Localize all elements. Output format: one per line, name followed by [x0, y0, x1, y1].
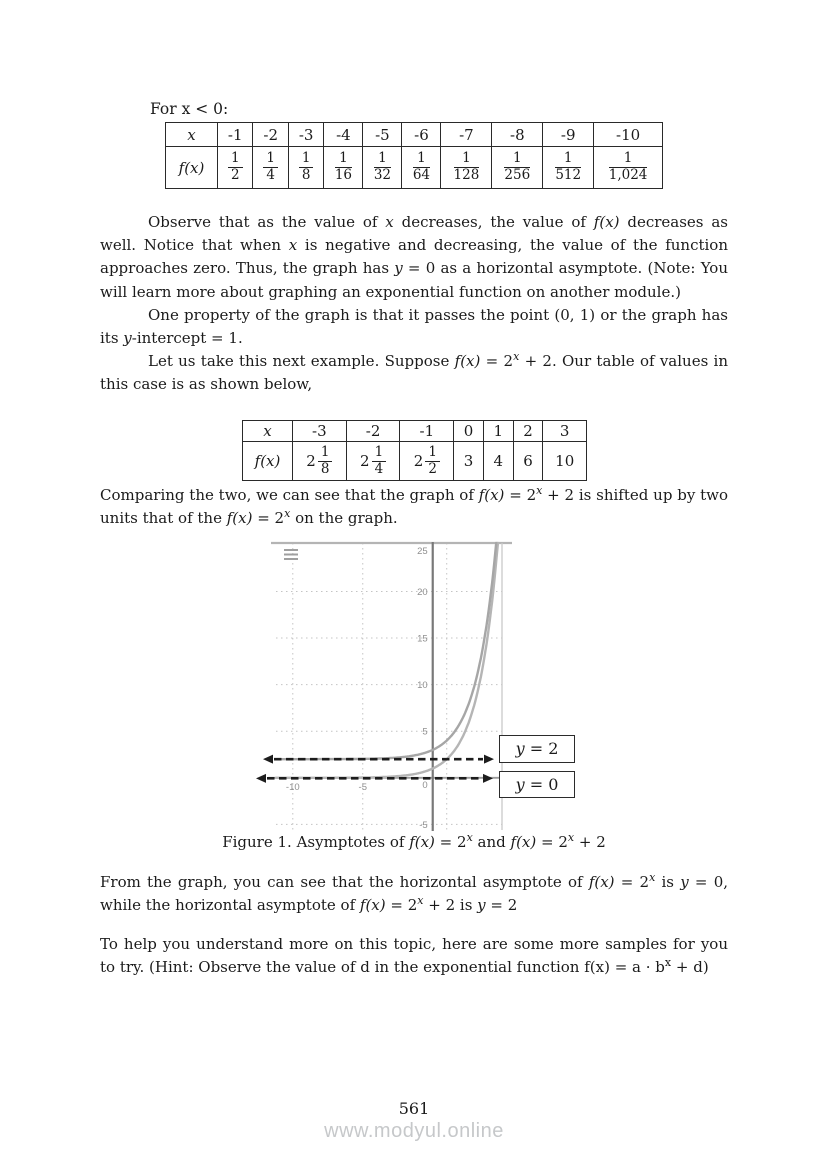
asymptote-arrow-y2-head — [263, 755, 273, 764]
text-run: f(x) — [409, 833, 435, 851]
text-run: x — [513, 350, 520, 364]
fraction: $\frac{1}{512}$ — [555, 150, 582, 183]
curve-1 — [276, 543, 496, 759]
text-run: From the graph, you can see that the horizontal asymptote of — [100, 873, 589, 891]
text-run: x — [466, 831, 473, 844]
fraction: 2 $\frac{1}{4}$ — [360, 445, 386, 477]
table-value-cell: 10 — [543, 442, 587, 481]
table-value-cell — [218, 147, 253, 189]
curve-0 — [276, 543, 498, 778]
fraction: $\frac{1}{64}$ — [412, 150, 431, 183]
table-header-cell: -1 — [218, 123, 253, 147]
text-run: y — [515, 739, 525, 758]
figure-caption — [100, 833, 728, 851]
text-run: y — [477, 896, 486, 915]
table-value-cell — [402, 147, 441, 189]
table-header-variable: x — [166, 123, 218, 147]
table-values-negative-x — [165, 122, 663, 189]
table-value-cell — [288, 147, 323, 189]
y-tick-label: 20 — [417, 586, 428, 598]
table-value-cell — [594, 147, 663, 189]
table-values-shifted — [242, 420, 587, 481]
table-value-cell — [324, 147, 363, 189]
watermark-text: www.modyul.online — [324, 1120, 504, 1142]
text-run: is — [655, 873, 681, 891]
text-run: To help you understand more on this topic, here are some more samples for you to try. (Hint: Observe the value of d in the exponential function f(x) = a · b — [100, 935, 728, 977]
table-value-cell — [492, 147, 543, 189]
table-row-label: f(x) — [166, 147, 218, 189]
text-run: x — [288, 236, 298, 255]
y-tick-label: 10 — [417, 680, 428, 692]
table-header-cell: 2 — [513, 421, 543, 442]
paragraph-hint — [100, 933, 728, 979]
text-run: = 2 — [614, 873, 650, 891]
table-row-label: f(x) — [243, 442, 293, 481]
text-run: f(x) — [588, 873, 615, 891]
menu-icon — [284, 549, 298, 551]
table-header-cell: 1 — [483, 421, 513, 442]
text-run: f(x) — [454, 352, 481, 371]
table-value-cell — [293, 442, 347, 481]
fraction: $\frac{1}{8}$ — [299, 151, 314, 183]
text-run: y — [515, 775, 525, 794]
text-run: + 2 is — [423, 896, 478, 915]
text-run: f(x) — [593, 213, 620, 231]
text-run: x — [567, 831, 575, 844]
section-heading: For x < 0: — [150, 100, 229, 118]
paragraph-block — [100, 211, 728, 397]
text-run: = 2 — [524, 739, 559, 758]
text-run: x — [664, 956, 672, 970]
fraction: $\frac{1}{1,024}$ — [608, 150, 648, 183]
text-run: Figure 1. Asymptotes of — [222, 833, 410, 851]
fraction: 2 $\frac{1}{2}$ — [414, 445, 440, 477]
text-run: f(x) — [510, 833, 537, 851]
text-run: = 2 — [504, 486, 537, 504]
text-run: + 2. Our table of values in this case is as shown below, — [100, 352, 729, 394]
text-run: x — [385, 213, 394, 231]
table-header-cell: -1 — [400, 421, 454, 442]
text-run: = 0 — [524, 775, 559, 794]
asymptote-label-y2 — [499, 735, 575, 763]
table-header-cell: -8 — [492, 123, 543, 147]
asymptote-arrow-y0-head — [256, 774, 266, 783]
text-run: decreases as well. Notice that when — [100, 213, 728, 255]
y-tick-label: 25 — [417, 545, 428, 557]
paragraph-from-graph — [100, 871, 728, 917]
table-value-cell — [543, 147, 594, 189]
y-tick-label: 0 — [422, 779, 428, 791]
paragraph-property — [100, 304, 728, 350]
figure-1-graph — [250, 537, 590, 837]
table-header-cell: -4 — [324, 123, 363, 147]
text-run: -intercept = 1. — [131, 329, 243, 348]
text-run: y — [394, 259, 403, 278]
fraction: $\frac{1}{4}$ — [263, 151, 278, 183]
text-run: and — [472, 833, 511, 851]
text-run: Let us take this next example. Suppose — [148, 352, 455, 371]
fraction: $\frac{1}{256}$ — [504, 150, 531, 183]
text-run: = 0 as a horizontal asymptote. (Note: You will learn more about graphing an exponential function on another module.) — [100, 259, 728, 301]
text-run: = 2 — [536, 833, 568, 851]
text-run: + d) — [671, 958, 709, 977]
table-value-cell — [253, 147, 288, 189]
table-value-cell: 6 — [513, 442, 543, 481]
text-run: on the graph. — [290, 509, 398, 528]
x-tick-label: -5 — [358, 781, 367, 793]
table-value-cell — [441, 147, 492, 189]
table-body — [166, 123, 663, 189]
text-run: y — [123, 329, 132, 348]
table-header-cell: -10 — [594, 123, 663, 147]
text-run: x — [284, 507, 291, 521]
table-header-cell: -3 — [288, 123, 323, 147]
fraction: 2 $\frac{1}{8}$ — [306, 445, 332, 477]
asymptote-label-y0 — [499, 771, 575, 798]
text-run: One property of the graph is that it passes the point (0, 1) or the graph has its — [100, 305, 728, 348]
table-header-cell: -6 — [402, 123, 441, 147]
text-run: = 2 — [485, 896, 518, 915]
table-header-variable: x — [243, 421, 293, 442]
text-run: x — [536, 484, 543, 497]
table-header-cell: -3 — [293, 421, 347, 442]
paragraph-observe — [100, 211, 728, 304]
text-run: = 2 — [480, 352, 514, 371]
menu-icon — [284, 558, 298, 560]
table-header-cell: 3 — [543, 421, 587, 442]
table-header-cell: -2 — [253, 123, 288, 147]
text-run: y — [680, 873, 689, 891]
text-run: x — [649, 871, 656, 884]
text-run: decreases, the value of — [393, 213, 594, 231]
fraction: $\frac{1}{32}$ — [373, 150, 392, 183]
y-tick-label: 15 — [417, 633, 428, 645]
table-value-cell — [363, 147, 402, 189]
table-header-cell: -9 — [543, 123, 594, 147]
text-run: = 2 — [385, 896, 418, 915]
fraction: $\frac{1}{128}$ — [453, 150, 480, 183]
text-run: + 2 — [574, 833, 606, 851]
paragraph-comparing — [100, 484, 728, 530]
paragraph-example — [100, 350, 728, 396]
text-run: x — [417, 894, 424, 908]
page-number: 561 — [398, 1099, 430, 1118]
text-run: + 2 is shifted up by two units that of the — [100, 486, 728, 528]
y-tick-label: -5 — [419, 819, 428, 831]
table-value-cell — [346, 442, 400, 481]
table-value-cell: 4 — [483, 442, 513, 481]
asymptote-arrow-y0-head — [483, 774, 493, 783]
menu-icon — [284, 554, 298, 556]
table-header-cell: -5 — [363, 123, 402, 147]
fraction: $\frac{1}{2}$ — [228, 151, 243, 183]
asymptote-arrow-y2-head — [484, 755, 494, 764]
table-value-cell: 3 — [454, 442, 484, 481]
text-run: Comparing the two, we can see that the graph of — [100, 486, 479, 504]
table-value-cell — [400, 442, 454, 481]
text-run: = 0, while the horizontal asymptote of — [100, 873, 729, 915]
text-run: f(x) — [359, 896, 386, 915]
text-run: = 2 — [434, 833, 467, 851]
text-run: f(x) — [478, 486, 505, 504]
table-body — [243, 421, 587, 481]
table-header-cell: 0 — [454, 421, 484, 442]
y-tick-label: 5 — [422, 726, 428, 738]
text-run: = 2 — [252, 509, 285, 528]
x-tick-label: -10 — [285, 781, 300, 793]
table-header-cell: -2 — [346, 421, 400, 442]
text-run: f(x) — [226, 509, 253, 528]
table-header-cell: -7 — [441, 123, 492, 147]
text-run: is negative and decreasing, the value of the function approaches zero. Thus, the graph has — [100, 236, 728, 278]
text-run: Observe that as the value of — [148, 213, 386, 231]
fraction: $\frac{1}{16}$ — [334, 150, 352, 183]
